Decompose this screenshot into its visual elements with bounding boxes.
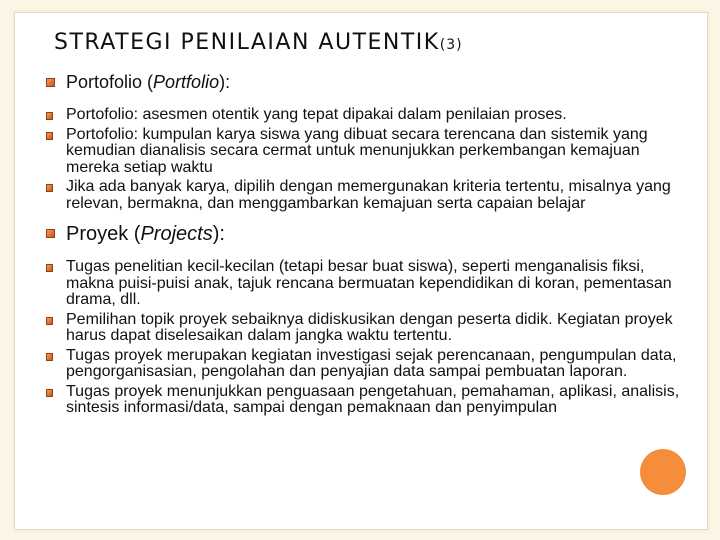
bullet-icon [46, 353, 53, 361]
heading-text: Proyek ( [66, 223, 141, 245]
heading-italic-text: Projects [140, 223, 213, 245]
bullet-icon [46, 112, 53, 120]
list-item [46, 348, 686, 381]
list-item [46, 107, 686, 124]
section-heading-projects [46, 223, 686, 245]
decorative-circle-icon [640, 449, 686, 495]
slide-title-suffix: (3) [439, 37, 463, 53]
bullet-icon [46, 389, 53, 397]
list-item [46, 259, 686, 309]
list-item-text: Pemilihan topik proyek sebaiknya didiskusikan dengan peserta didik. Kegiatan proyek harus dapat diselesaikan dalam jangka waktu tertentu. [66, 310, 673, 344]
bullet-icon [46, 229, 55, 238]
list-item [46, 179, 686, 212]
list-item-text: Portofolio: kumpulan karya siswa yang dibuat secara terencana dan sistemik yang kemudian dianalisis secara cermat untuk menunjukkan perkembangan kemajuan mereka setiap waktu [66, 125, 648, 176]
list-item [46, 127, 686, 177]
bullet-icon [46, 317, 53, 325]
bullet-icon [46, 78, 55, 87]
list-item [46, 384, 686, 417]
list-item-text: Tugas proyek merupakan kegiatan investigasi sejak perencanaan, pengumpulan data, pengorganisasian, pengolahan dan penyajian data sampai pembuatan laporan. [66, 346, 677, 380]
slide-title [54, 30, 463, 55]
list-item-text: Portofolio: asesmen otentik yang tepat dipakai dalam penilaian proses. [66, 106, 567, 123]
bullet-icon [46, 132, 53, 140]
heading-italic-text: Portfolio [153, 72, 220, 92]
section-heading-portfolio [46, 72, 686, 93]
bullet-icon [46, 184, 53, 192]
list-item-text: Tugas proyek menunjukkan penguasaan pengetahuan, pemahaman, aplikasi, analisis, sintesis informasi/data, sampai dengan pemaknaan dan penyimpulan [66, 382, 680, 416]
slide-content [46, 72, 686, 420]
list-item [46, 312, 686, 345]
list-item-text: Tugas penelitian kecil-kecilan (tetapi besar buat siswa), seperti menganalisis fiksi, makna puisi-puisi anak, tajuk rencana bermuatan kependidikan di koran, pementasan drama, dll. [66, 258, 672, 308]
heading-suffix-text: ): [219, 72, 231, 92]
heading-suffix-text: ): [212, 223, 225, 245]
list-item-text: Jika ada banyak karya, dipilih dengan memergunakan kriteria tertentu, misalnya yang relevan, bermakna, dan menggambarkan kemajuan serta capaian belajar [66, 178, 671, 212]
slide-title-main: STRATEGI PENILAIAN AUTENTIK [54, 30, 440, 55]
bullet-icon [46, 264, 53, 272]
heading-text: Portofolio ( [66, 72, 154, 92]
